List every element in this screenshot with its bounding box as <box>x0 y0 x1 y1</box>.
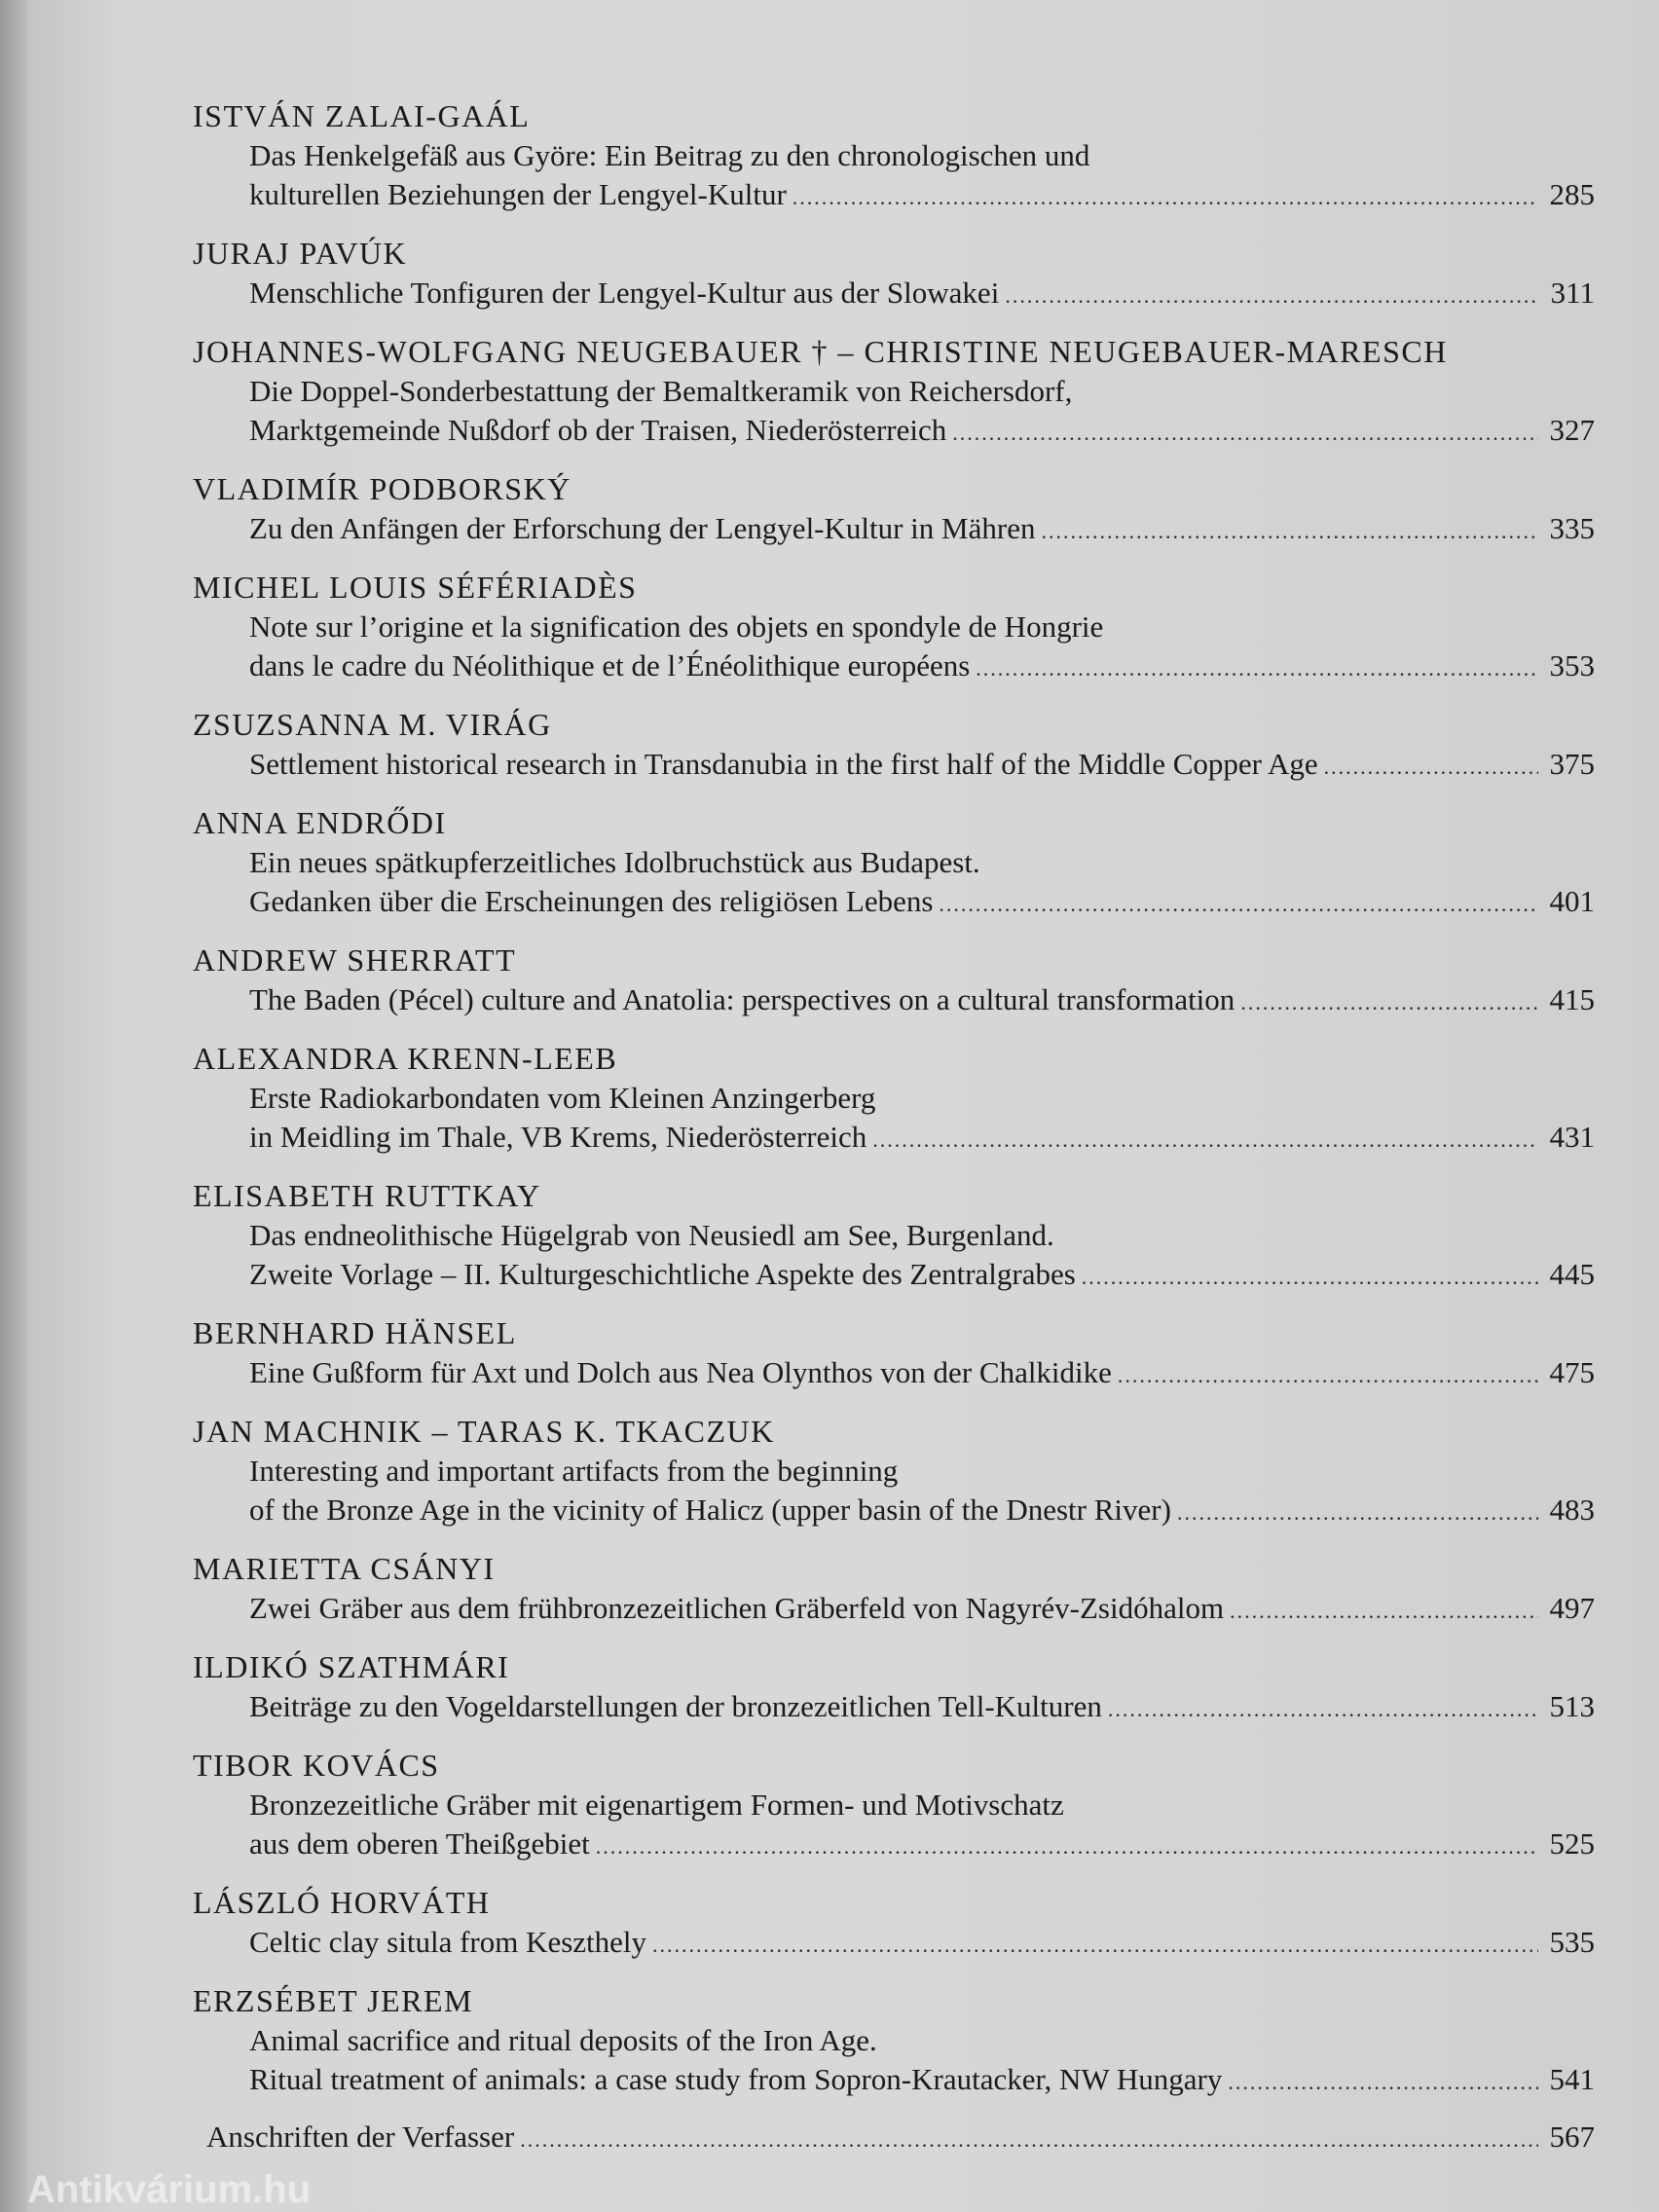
title-line <box>193 745 1595 787</box>
dot-leader <box>596 1827 1538 1866</box>
article-title: Bronzezeitliche Gräber mit eigenartigem Formen- und Motivschatz <box>249 1788 1064 1822</box>
page-number: 415 <box>1549 982 1595 1016</box>
page-number: 335 <box>1549 511 1595 545</box>
title-line <box>193 175 1595 217</box>
article-title: Eine Gußform für Axt und Dolch aus Nea Olynthos von der Chalkidike <box>249 1355 1112 1389</box>
title-line <box>193 1118 1595 1160</box>
article-title: Zwei Gräber aus dem frühbronzezeitlichen Gräberfeld von Nagyrév-Zsidóhalom <box>249 1591 1225 1625</box>
author-name: ANDREW SHERRATT <box>193 942 517 977</box>
title-line <box>193 843 1595 882</box>
title-line <box>193 1825 1595 1866</box>
dot-leader <box>939 885 1538 924</box>
toc-entry <box>193 940 1595 1022</box>
title-line <box>193 1923 1595 1965</box>
article-title: Note sur l’origine et la signification des objets en spondyle de Hongrie <box>249 609 1104 644</box>
dot-leader <box>1041 512 1538 551</box>
toc-entry <box>193 704 1595 787</box>
page-number: 497 <box>1549 1591 1595 1625</box>
author-name: JOHANNES-WOLFGANG NEUGEBAUER † – CHRISTINE NEUGEBAUER-MARESCH <box>193 334 1448 369</box>
title-line <box>193 411 1595 453</box>
article-title: Beiträge zu den Vogeldarstellungen der bronzezeitlichen Tell-Kulturen <box>249 1689 1102 1723</box>
dot-leader <box>652 1926 1538 1965</box>
title-line <box>193 372 1595 411</box>
author-name: JURAJ PAVÚK <box>193 236 408 271</box>
dot-leader <box>976 649 1538 688</box>
article-title: in Meidling im Thale, VB Krems, Niederösterreich <box>249 1120 867 1154</box>
article-title: Das endneolithische Hügelgrab von Neusiedl am See, Burgenland. <box>249 1218 1054 1252</box>
title-line <box>193 1452 1595 1491</box>
title-line <box>193 274 1595 315</box>
title-line <box>193 1079 1595 1118</box>
author-name: ANNA ENDRŐDI <box>193 805 447 840</box>
title-line <box>193 1786 1595 1825</box>
article-title: Ein neues spätkupferzeitliches Idolbruchstück aus Budapest. <box>249 845 980 879</box>
dot-leader <box>1108 1690 1538 1729</box>
title-line <box>193 509 1595 551</box>
title-line <box>193 1687 1595 1729</box>
title-line <box>193 1589 1595 1631</box>
article-title: Das Henkelgefäß aus Györe: Ein Beitrag zu den chronologischen und <box>249 138 1090 172</box>
page-number: 431 <box>1549 1120 1595 1154</box>
author-name: ZSUZSANNA M. VIRÁG <box>193 707 552 742</box>
dot-leader <box>1240 983 1538 1022</box>
author-name: ALEXANDRA KRENN-LEEB <box>193 1041 618 1076</box>
toc-entry <box>193 95 1595 217</box>
dot-leader <box>952 414 1538 453</box>
article-title: Interesting and important artifacts from the beginning <box>249 1454 899 1488</box>
dot-leader <box>1118 1356 1538 1395</box>
toc-entry <box>193 1038 1595 1160</box>
title-line <box>193 1216 1595 1255</box>
page-number: 375 <box>1549 747 1595 781</box>
page-number: 285 <box>1549 177 1595 211</box>
dot-leader <box>1228 2063 1538 2102</box>
author-name: ISTVÁN ZALAI-GAÁL <box>193 98 531 133</box>
page-number: 513 <box>1549 1689 1595 1723</box>
title-line <box>193 608 1595 646</box>
article-title: Zu den Anfängen der Erforschung der Lengyel-Kultur in Mähren <box>249 511 1036 545</box>
article-title: of the Bronze Age in the vicinity of Halicz (upper basin of the Dnestr River) <box>249 1493 1171 1527</box>
article-title: The Baden (Pécel) culture and Anatolia: perspectives on a cultural transformation <box>249 982 1235 1016</box>
article-title: dans le cadre du Néolithique et de l’Énéolithique européens <box>249 648 971 682</box>
author-name: VLADIMÍR PODBORSKÝ <box>193 471 571 506</box>
page-number: 445 <box>1549 1257 1595 1291</box>
book-page <box>27 0 1659 2212</box>
book-spine-shadow <box>0 0 27 2212</box>
author-name: ELISABETH RUTTKAY <box>193 1178 541 1213</box>
article-title: Celtic clay situla from Keszthely <box>249 1925 647 1959</box>
article-title: Die Doppel-Sonderbestattung der Bemaltkeramik von Reichersdorf, <box>249 374 1073 408</box>
dot-leader <box>520 2120 1538 2159</box>
page-number: 535 <box>1549 1925 1595 1959</box>
dot-leader <box>1324 748 1538 787</box>
article-title: aus dem oberen Theißgebiet <box>249 1826 590 1861</box>
addresses-title: Anschriften der Verfasser <box>206 2120 515 2154</box>
author-name: TIBOR KOVÁCS <box>193 1748 440 1783</box>
page-number: 327 <box>1549 413 1595 447</box>
title-line <box>193 646 1595 688</box>
author-name: LÁSZLÓ HORVÁTH <box>193 1885 491 1920</box>
toc-entry <box>193 1745 1595 1866</box>
watermark: Antikvárium.hu <box>27 2168 312 2211</box>
author-name: JAN MACHNIK – TARAS K. TKACZUK <box>193 1414 775 1449</box>
title-line <box>193 2060 1595 2102</box>
toc-entry <box>193 1312 1595 1395</box>
toc-entry <box>193 802 1595 924</box>
title-line <box>193 1491 1595 1532</box>
dot-leader <box>793 178 1538 217</box>
title-line <box>193 1353 1595 1395</box>
author-name: MICHEL LOUIS SÉFÉRIADÈS <box>193 570 638 605</box>
page-number: 525 <box>1549 1826 1595 1861</box>
author-name: MARIETTA CSÁNYI <box>193 1551 496 1586</box>
title-line <box>193 1255 1595 1297</box>
toc-entry <box>193 1175 1595 1297</box>
article-title: Menschliche Tonfiguren der Lengyel-Kultur aus der Slowakei <box>249 276 1000 310</box>
title-line <box>193 980 1595 1022</box>
toc-entry <box>193 1548 1595 1631</box>
article-title: Settlement historical research in Transdanubia in the first half of the Middle Copper Age <box>249 747 1318 781</box>
author-name: ILDIKÓ SZATHMÁRI <box>193 1649 510 1684</box>
toc-entry <box>193 233 1595 315</box>
article-title: Animal sacrifice and ritual deposits of the Iron Age. <box>249 2023 877 2057</box>
article-title: Erste Radiokarbondaten vom Kleinen Anzingerberg <box>249 1081 876 1115</box>
title-line <box>193 2021 1595 2060</box>
toc-entry <box>193 468 1595 551</box>
page-number: 483 <box>1549 1493 1595 1527</box>
dot-leader <box>1177 1493 1538 1532</box>
addresses-entry <box>193 2118 1595 2159</box>
article-title: Marktgemeinde Nußdorf ob der Traisen, Niederösterreich <box>249 413 947 447</box>
article-title: Gedanken über die Erscheinungen des religiösen Lebens <box>249 884 934 918</box>
dot-leader <box>1005 276 1538 315</box>
dot-leader <box>1082 1258 1538 1297</box>
author-name: BERNHARD HÄNSEL <box>193 1315 517 1350</box>
page-number: 567 <box>1549 2120 1595 2154</box>
toc-entry <box>193 331 1595 453</box>
table-of-contents <box>193 95 1595 2159</box>
page-number: 475 <box>1549 1355 1595 1389</box>
page-number: 353 <box>1549 648 1595 682</box>
toc-entry <box>193 1646 1595 1729</box>
article-title: Zweite Vorlage – II. Kulturgeschichtliche Aspekte des Zentralgrabes <box>249 1257 1076 1291</box>
page-number: 311 <box>1550 276 1595 310</box>
title-line <box>193 136 1595 175</box>
author-name: ERZSÉBET JEREM <box>193 1983 473 2018</box>
toc-entry <box>193 1980 1595 2102</box>
page-number: 541 <box>1549 2062 1595 2096</box>
dot-leader <box>872 1121 1538 1160</box>
toc-entry <box>193 1882 1595 1965</box>
toc-entry <box>193 1411 1595 1532</box>
dot-leader <box>1230 1592 1538 1631</box>
page-number: 401 <box>1549 884 1595 918</box>
title-line <box>193 882 1595 924</box>
article-title: Ritual treatment of animals: a case study from Sopron-Krautacker, NW Hungary <box>249 2062 1223 2096</box>
article-title: kulturellen Beziehungen der Lengyel-Kultur <box>249 177 787 211</box>
toc-entry <box>193 567 1595 688</box>
